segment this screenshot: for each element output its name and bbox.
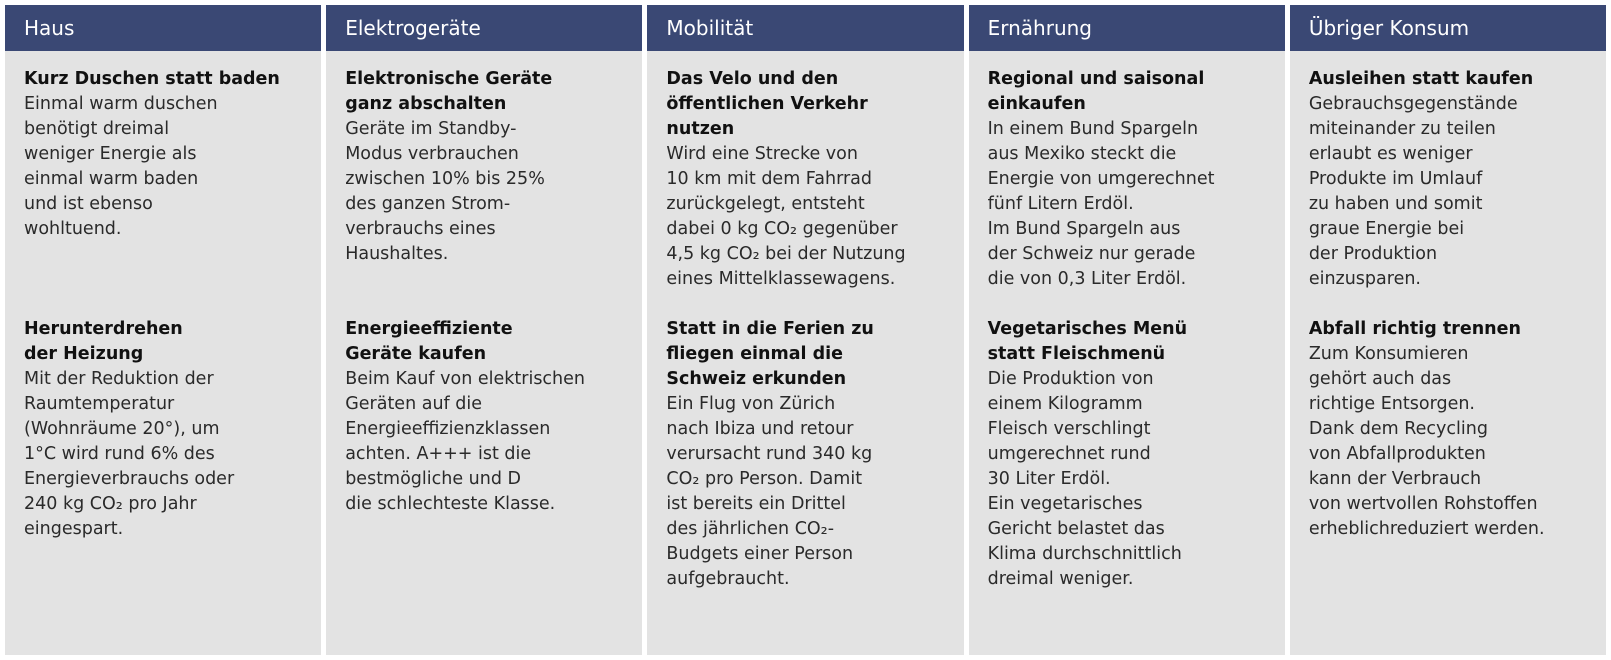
spacer [24,242,311,267]
tip-text: Gebrauchsgegenstände miteinander zu teilen erlaubt es weniger Produkte im Umlauf zu haben und somit graue Energie bei der Produktion einzusparen. [1308,94,1518,289]
column-header: Mobilität [647,5,963,51]
tip [1309,317,1596,542]
tip-text: In einem Bund Spargeln aus Mexiko steckt die Energie von umgerechnet fünf Litern Erdöl. Im Bund Spargeln aus der Schweiz nur gerade die von 0,3 Liter Erdöl. [987,119,1215,289]
tip [24,67,311,242]
spacer [24,267,311,292]
spacer [24,292,311,317]
column-elektrogeraete [326,5,642,655]
tip-text: Die Produktion von einem Kilogramm Fleisch verschlingt umgerechnet rund 30 Liter Erdöl. Ein vegetarisches Gericht belastet das Klima durchschnittlich dreimal weniger. [987,369,1182,589]
tip [666,67,953,292]
tip-title: Elektronische Geräte ganz abschalten [345,69,553,114]
tip [24,317,311,542]
tip [988,67,1275,292]
tip-text: Wird eine Strecke von 10 km mit dem Fahrrad zurückgelegt, entsteht dabei 0 kg CO₂ gegenüber 4,5 kg CO₂ bei der Nutzung eines Mittelklassewagens. [666,144,906,289]
tips-table [5,5,1606,655]
column-body [5,51,321,542]
spacer [988,292,1275,317]
tip-title: Regional und saisonal einkaufen [987,69,1205,114]
tip-text: Beim Kauf von elektrischen Geräten auf die Energieeffizienzklassen achten. A+++ ist die bestmögliche und D die schlechteste Klasse. [345,369,586,514]
tip-title: Abfall richtig trennen [1308,319,1521,339]
spacer [1309,292,1596,317]
tip [345,317,632,517]
tip-title: Vegetarisches Menü statt Fleischmenü [987,319,1188,364]
tip-text: Mit der Reduktion der Raumtemperatur (Wohnräume 20°), um 1°C wird rund 6% des Energieverbrauchs oder 240 kg CO₂ pro Jahr eingespart. [24,369,235,539]
tip-title: Kurz Duschen statt baden [24,69,280,89]
column-body [647,51,963,592]
tip-text: Zum Konsumieren gehört auch das richtige Entsorgen. Dank dem Recycling von Abfallprodukten kann der Verbrauch von wertvollen Rohstoffen erheblichreduziert werden. [1308,344,1545,539]
column-body [1290,51,1606,542]
tip [988,317,1275,592]
tip-title: Statt in die Ferien zu fliegen einmal die Schweiz erkunden [666,319,874,389]
spacer [345,267,632,292]
tip-title: Ausleihen statt kaufen [1308,69,1534,89]
tip-title: Energieeffiziente Geräte kaufen [345,319,513,364]
tip [345,67,632,267]
tip-text: Geräte im Standby- Modus verbrauchen zwischen 10% bis 25% des ganzen Strom- verbrauchs eines Haushaltes. [345,119,545,264]
column-header: Ernährung [969,5,1285,51]
column-uebriger-konsum [1290,5,1606,655]
spacer [345,292,632,317]
column-ernaehrung [969,5,1285,655]
column-header: Übriger Konsum [1290,5,1606,51]
tip-text: Ein Flug von Zürich nach Ibiza und retour verursacht rund 340 kg CO₂ pro Person. Damit ist bereits ein Drittel des jährlichen CO₂- Budgets einer Person aufgebraucht. [666,394,873,589]
column-header: Haus [5,5,321,51]
column-header: Elektrogeräte [326,5,642,51]
tip-title: Das Velo und den öffentlichen Verkehr nutzen [666,69,868,139]
tip-title: Herunterdrehen der Heizung [24,319,183,364]
column-body [969,51,1285,592]
column-haus [5,5,321,655]
column-body [326,51,642,517]
column-mobilitaet [647,5,963,655]
tip [666,317,953,592]
spacer [666,292,953,317]
tip-text: Einmal warm duschen benötigt dreimal weniger Energie als einmal warm baden und ist ebenso wohltuend. [24,94,218,239]
tip [1309,67,1596,292]
